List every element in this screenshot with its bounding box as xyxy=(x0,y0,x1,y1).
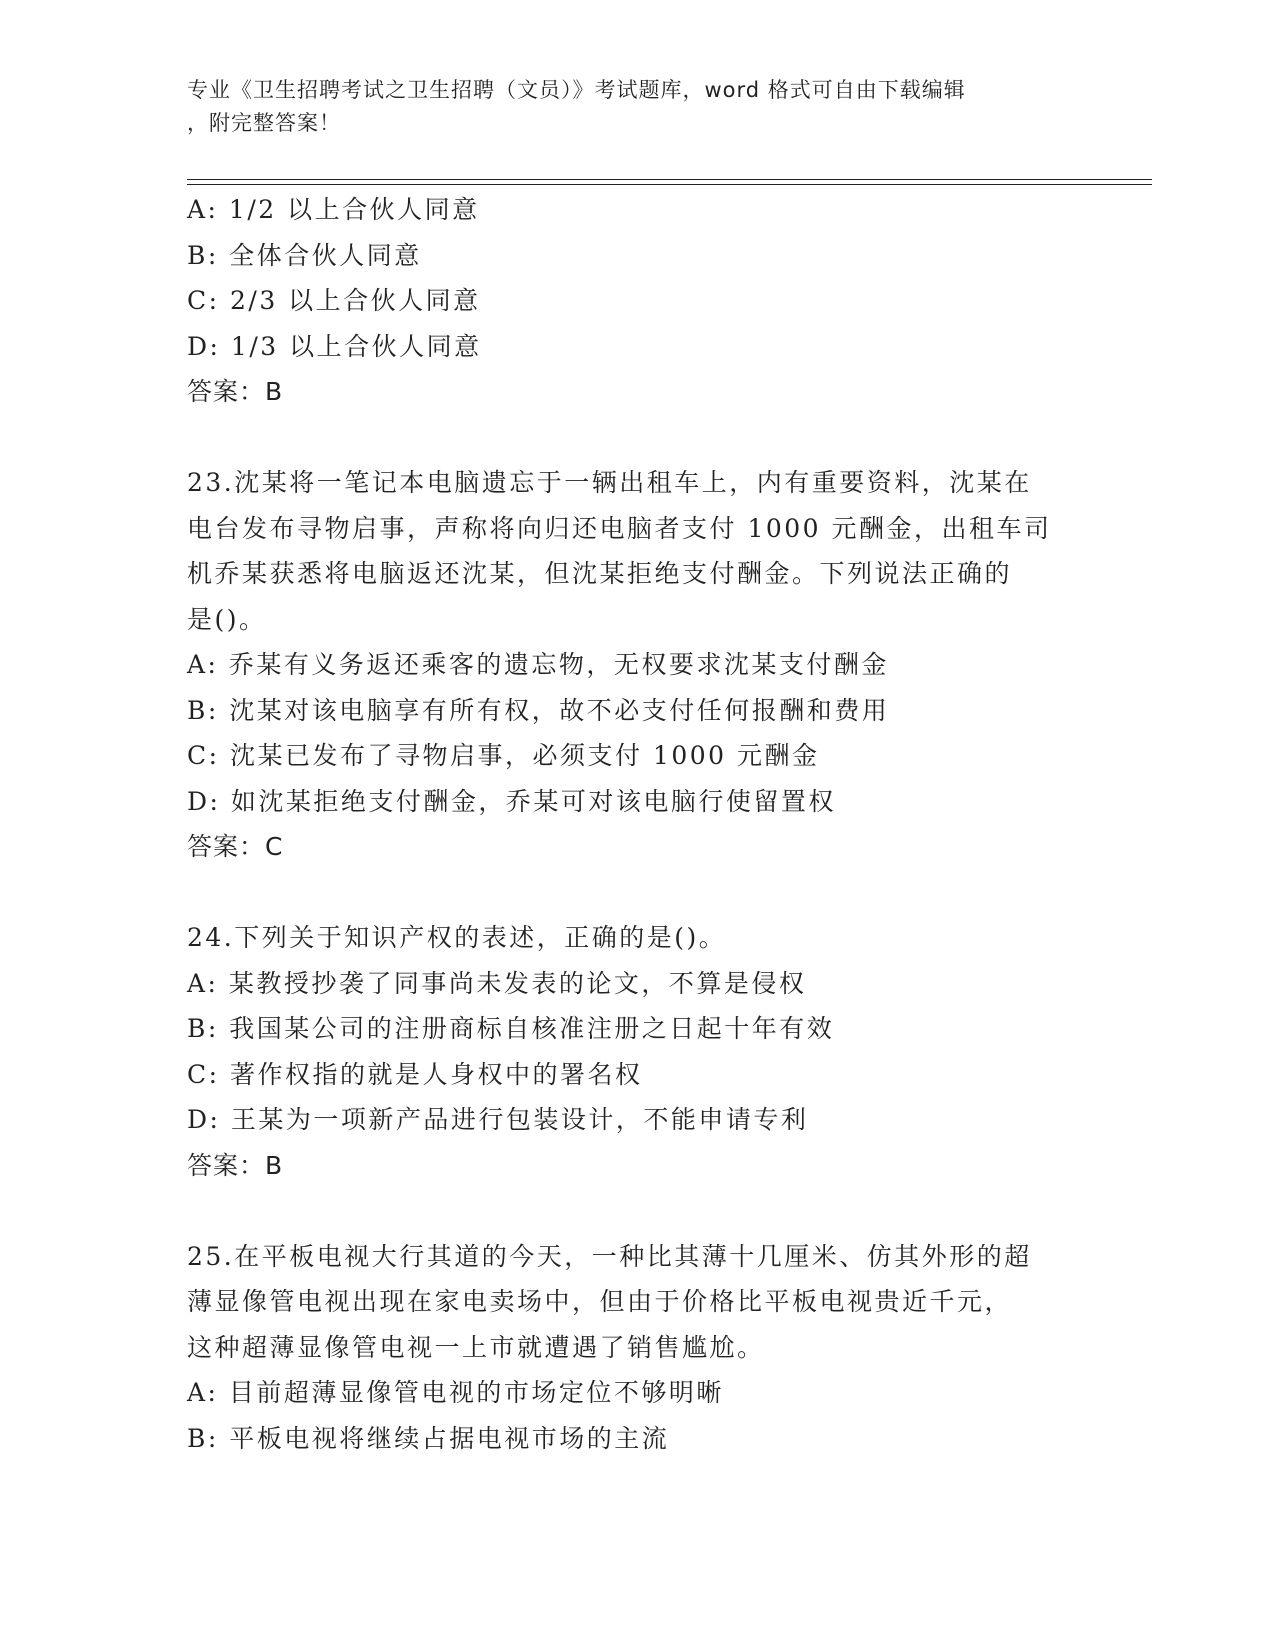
option-b: B: 平板电视将继续占据电视市场的主流 xyxy=(187,1423,670,1453)
answer-line: 答案：B xyxy=(187,377,284,406)
option-c: C: 沈某已发布了寻物启事，必须支付 1000 元酬金 xyxy=(187,741,820,770)
question-22 xyxy=(187,187,1087,415)
option-b: B: 我国某公司的注册商标自核准注册之日起十年有效 xyxy=(187,1014,835,1043)
header-title-line-1: 专业《卫生招聘考试之卫生招聘（文员）》考试题库，word 格式可自由下载编辑 xyxy=(187,78,966,102)
option-c: C: 2/3 以上合伙人同意 xyxy=(187,286,481,315)
question-stem-line: 24.下列关于知识产权的表述，正确的是()。 xyxy=(187,923,727,952)
spacer xyxy=(187,415,1087,461)
header-divider-bottom xyxy=(187,184,1152,185)
option-b: B: 沈某对该电脑享有所有权，故不必支付任何报酬和费用 xyxy=(187,695,890,725)
header-title-line-2: ，附完整答案！ xyxy=(187,111,341,135)
option-a: A: 某教授抄袭了同事尚未发表的论文，不算是侵权 xyxy=(187,968,807,998)
option-a: A: 目前超薄显像管电视的市场定位不够明晰 xyxy=(187,1378,724,1407)
option-d: D: 1/3 以上合伙人同意 xyxy=(187,331,482,361)
question-24 xyxy=(187,915,1087,1188)
option-b: B: 全体合伙人同意 xyxy=(187,240,422,270)
question-stem-line: 电台发布寻物启事，声称将向归还电脑者支付 1000 元酬金，出租车司 xyxy=(187,513,1052,543)
spacer xyxy=(187,1188,1087,1234)
option-a: A: 乔某有义务返还乘客的遗忘物，无权要求沈某支付酬金 xyxy=(187,650,889,679)
header-divider-top xyxy=(187,179,1152,180)
answer-line: 答案：C xyxy=(187,832,284,861)
option-d: D: 王某为一项新产品进行包装设计，不能申请专利 xyxy=(187,1105,809,1134)
question-25 xyxy=(187,1234,1087,1462)
question-stem-line: 是()。 xyxy=(187,604,267,634)
question-stem-line: 25.在平板电视大行其道的今天，一种比其薄十几厘米、仿其外形的超 xyxy=(187,1241,1032,1271)
spacer xyxy=(187,870,1087,916)
option-c: C: 著作权指的就是人身权中的署名权 xyxy=(187,1059,643,1089)
answer-line: 答案：B xyxy=(187,1150,284,1180)
question-23 xyxy=(187,460,1087,870)
question-stem-line: 机乔某获悉将电脑返还沈某，但沈某拒绝支付酬金。下列说法正确的 xyxy=(187,559,1013,588)
option-a: A: 1/2 以上合伙人同意 xyxy=(187,195,480,224)
question-stem-line: 23.沈某将一笔记本电脑遗忘于一辆出租车上，内有重要资料，沈某在 xyxy=(187,468,1032,497)
question-stem-line: 薄显像管电视出现在家电卖场中，但由于价格比平板电视贵近千元， xyxy=(187,1287,1013,1316)
question-list xyxy=(187,187,1087,1461)
question-stem-line: 这种超薄显像管电视一上市就遭遇了销售尴尬。 xyxy=(187,1332,765,1362)
document-header xyxy=(187,74,1077,140)
option-d: D: 如沈某拒绝支付酬金，乔某可对该电脑行使留置权 xyxy=(187,786,836,816)
